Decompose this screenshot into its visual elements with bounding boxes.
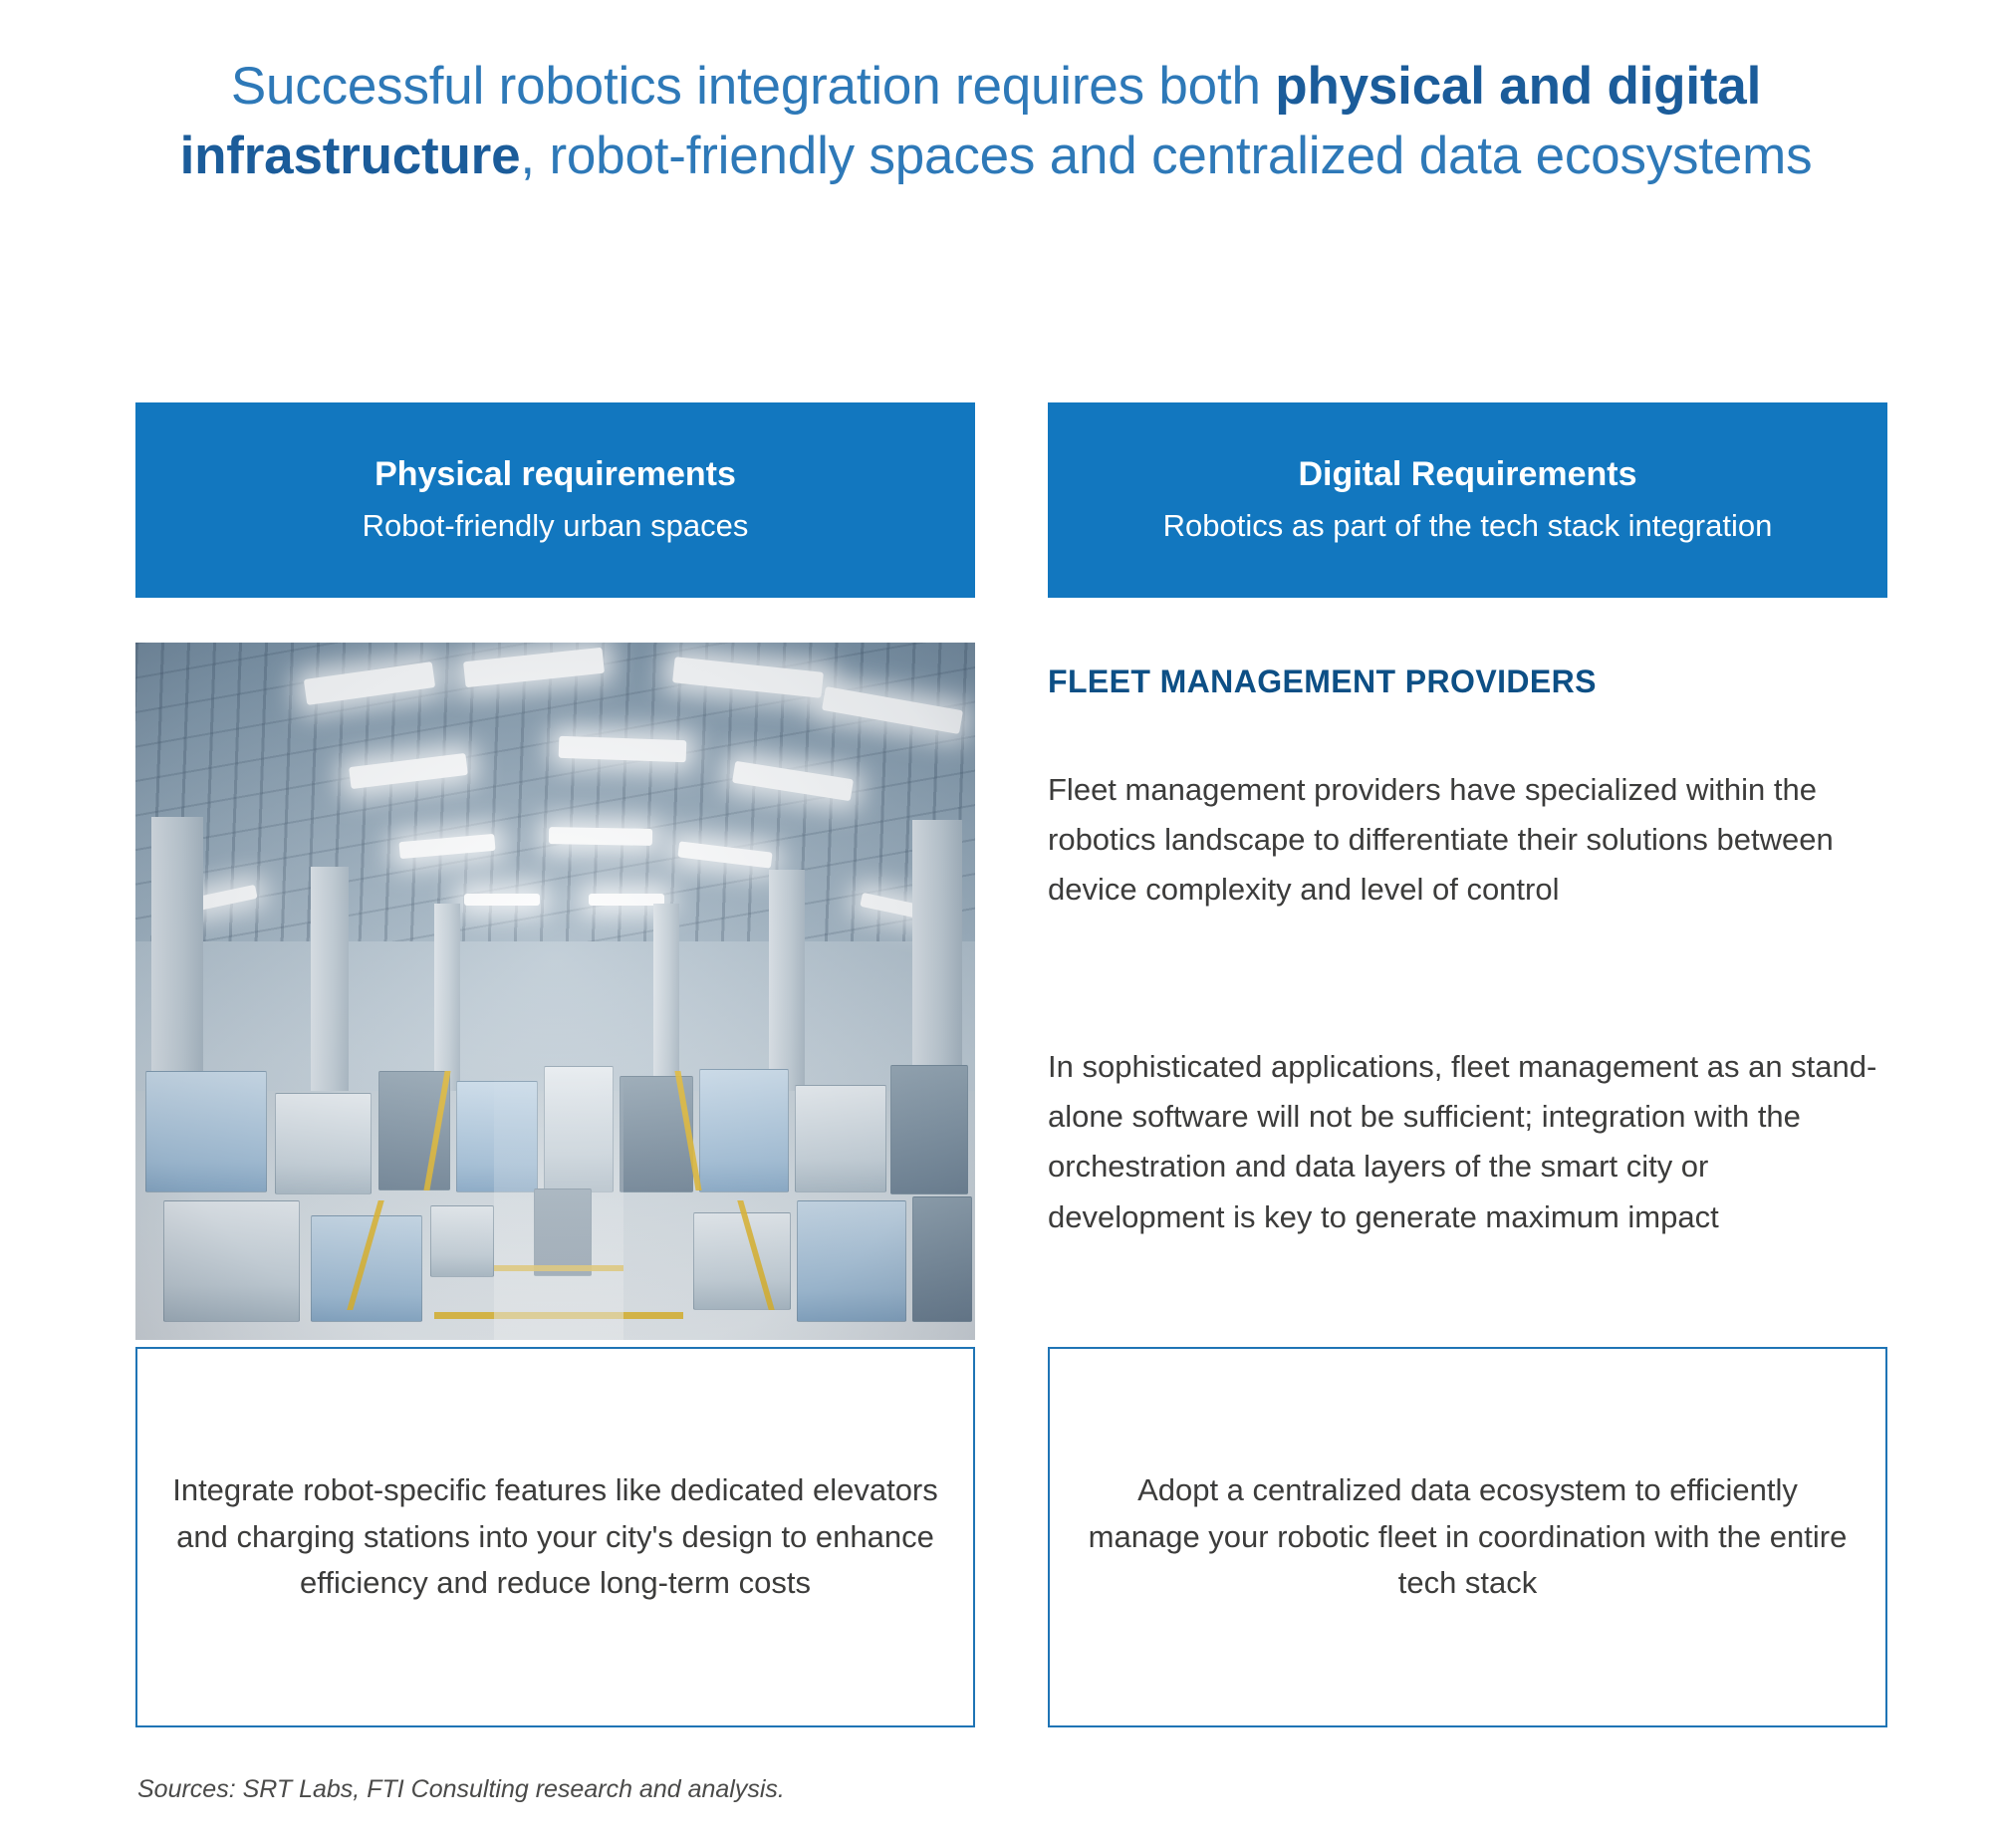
- sources-note: Sources: SRT Labs, FTI Consulting research and analysis.: [137, 1775, 785, 1803]
- column-physical-header: [135, 402, 975, 598]
- title-part-1: Successful robotics integration requires both: [230, 57, 1276, 116]
- column-physical-subtitle: Robot-friendly urban spaces: [362, 507, 749, 543]
- paragraph-integration: In sophisticated applications, fleet management as an stand-alone software will not be sufficient; integration with the orchestration and data layers of the smart city or development is key to generate maximum impact: [1048, 1049, 1877, 1234]
- paragraph-fleet-specialization: Fleet management providers have specialized within the robotics landscape to differentiate their solutions between device complexity and level of control: [1048, 772, 1834, 908]
- title-part-2: , robot-friendly spaces and centralized data ecosystems: [520, 127, 1813, 186]
- column-digital: [1048, 402, 1887, 598]
- factory-interior-image: [135, 643, 975, 1340]
- column-digital-header: [1048, 402, 1887, 598]
- column-digital-subtitle: Robotics as part of the tech stack integration: [1162, 507, 1773, 543]
- column-physical-title: Physical requirements: [374, 455, 736, 493]
- callout-physical: Integrate robot-specific features like dedicated elevators and charging stations into your city's design to enhance efficiency and reduce long-term costs: [135, 1347, 975, 1727]
- column-digital-title: Digital Requirements: [1298, 455, 1637, 493]
- title-bold: physical and digital infrastructure: [179, 57, 1762, 186]
- callout-digital: Adopt a centralized data ecosystem to efficiently manage your robotic fleet in coordination with the entire tech stack: [1048, 1347, 1887, 1727]
- image-vignette: [135, 643, 975, 1340]
- column-physical: [135, 402, 975, 598]
- section-title-fleet-management: FLEET MANAGEMENT PROVIDERS: [1048, 663, 1597, 699]
- page-title: [139, 52, 1853, 192]
